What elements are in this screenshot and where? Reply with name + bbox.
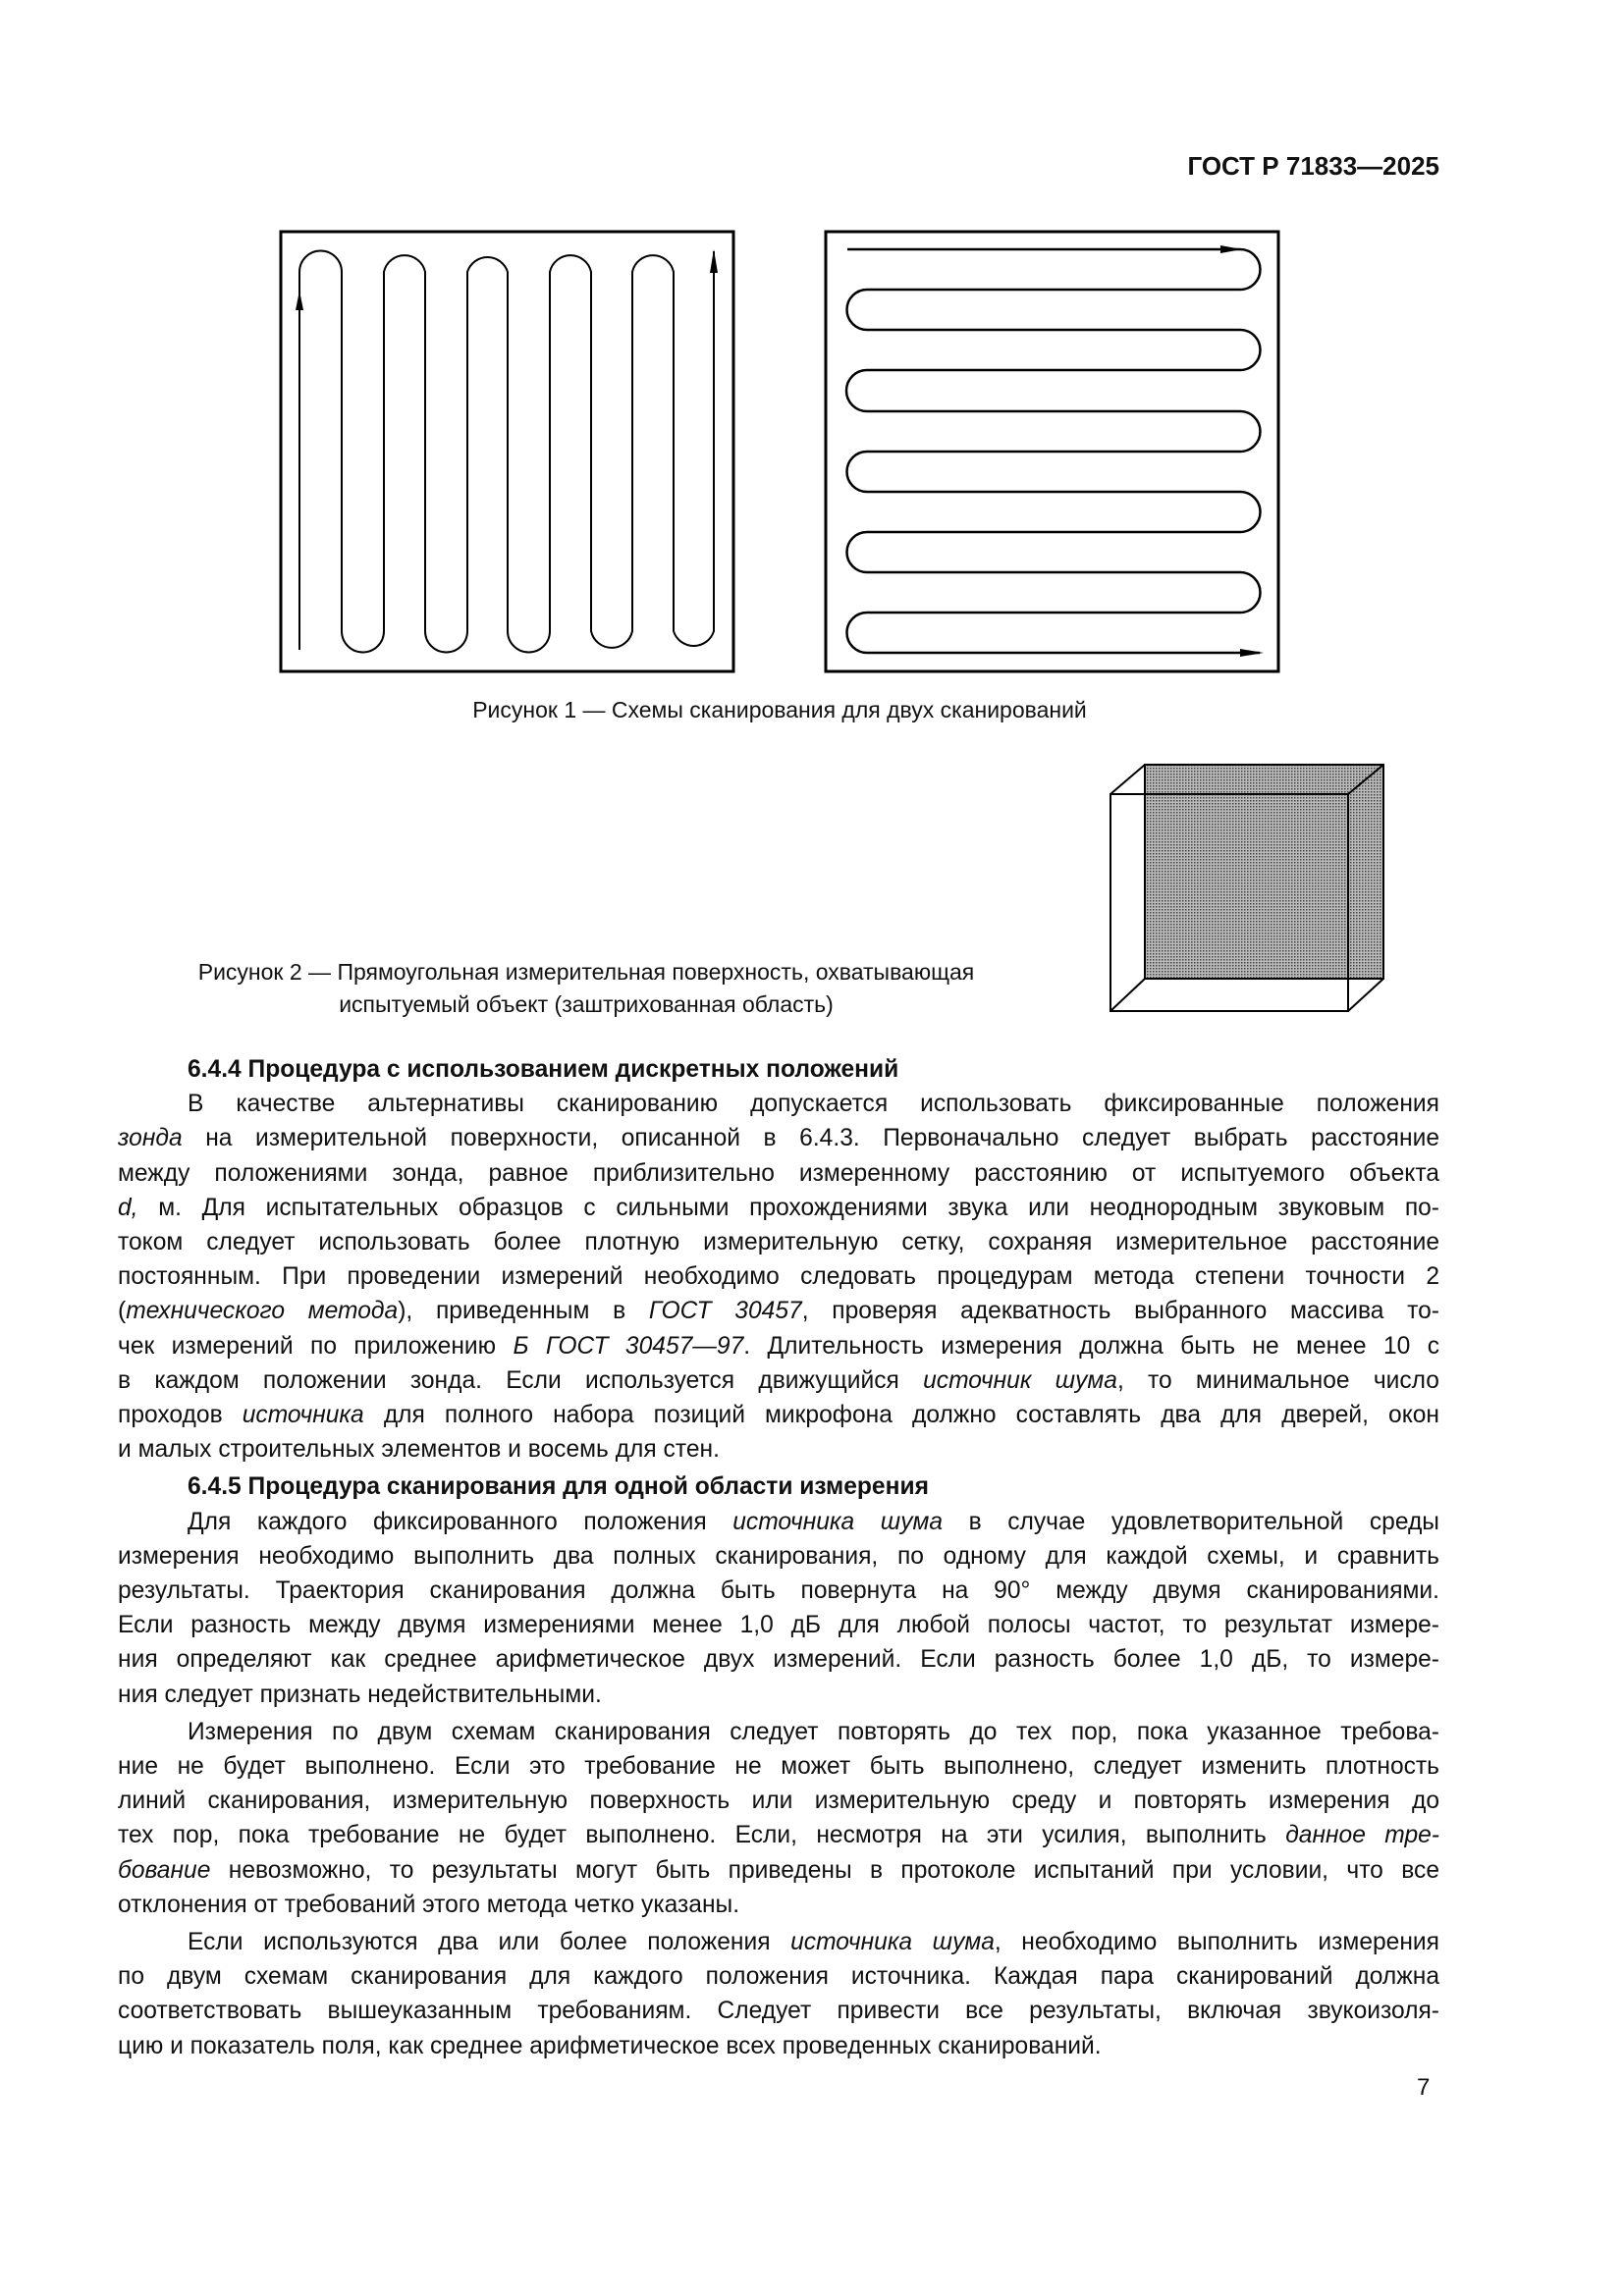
paragraph [118, 1715, 1439, 1922]
paragraph [118, 1505, 1439, 1712]
text-run: , проверяя адекватность выбранного массива то- [801, 1298, 1439, 1325]
text-line [118, 1191, 1439, 1225]
text-run: между положениями зонда, равное приблизительно измеренному расстоянию от испытуемого объекта [118, 1159, 1439, 1187]
text-run: Измерения по двум схемам сканирования следует повторять до тех пор, пока указанное требова- [188, 1718, 1439, 1745]
text-run: чек измерений по приложению [118, 1332, 514, 1360]
arrow-right-icon [1240, 649, 1264, 657]
text-run: по двум схемам сканирования для каждого положения источника. Каждая пара сканирований должна [118, 1963, 1439, 1991]
text-run: отклонения от требований этого метода четко указаны. [118, 1891, 740, 1918]
text-line [118, 1432, 1439, 1467]
text-line [118, 1156, 1439, 1191]
figure-1-caption: Рисунок 1 — Схемы сканирования для двух сканирований [472, 697, 1087, 722]
paragraph [118, 1087, 1439, 1467]
page-number: 7 [1417, 2074, 1431, 2101]
text-run: для полного набора позиций микрофона должно составлять два для дверей, окон [363, 1402, 1439, 1429]
text-run: цию и показатель поля, как среднее арифметическое всех проведенных сканирований. [118, 2032, 1102, 2059]
section-heading: 6.4.4 Процедура с использованием дискретных положений [188, 1056, 899, 1083]
box-edge [1110, 765, 1145, 794]
italic-term: Б ГОСТ 30457—97 [513, 1332, 744, 1360]
text-line [118, 1574, 1439, 1608]
vertical-scan-pattern-figure [281, 232, 733, 671]
text-line [118, 1363, 1439, 1398]
text-line [118, 1121, 1439, 1155]
horizontal-scan-path [846, 249, 1261, 653]
measurement-surface-box-figure [1100, 756, 1394, 1021]
text-line [118, 1784, 1439, 1818]
text-run: тех пор, пока требование не будет выполнено. Если, несмотря на эти усилия, выполнить [118, 1822, 1286, 1849]
text-line [118, 1959, 1439, 1994]
document-code-header: ГОСТ Р 71833—2025 [1187, 151, 1439, 181]
text-line [118, 1539, 1439, 1574]
italic-term: зонда [118, 1125, 183, 1152]
text-run: на измерительной поверхности, описанной в 6.4.3. Первоначально следует выбрать расстояние [182, 1125, 1439, 1152]
text-line [118, 1294, 1439, 1328]
italic-term: технического метода [126, 1298, 399, 1325]
vertical-scan-path [299, 251, 714, 653]
text-run: , то минимальное число [1116, 1366, 1439, 1394]
text-run: Для каждого фиксированного положения [188, 1508, 733, 1535]
text-line [118, 1398, 1439, 1432]
text-run: током следует использовать более плотную измерительную сетку, сохраняя измерительное расстояние [118, 1229, 1439, 1256]
text-line [118, 1994, 1439, 2028]
text-run: постоянным. При проведении измерений необходимо следовать процедурам метода степени точности 2 [118, 1263, 1439, 1291]
text-line [118, 1329, 1439, 1363]
text-run: результаты. Траектория сканирования должна быть повернута на 90° между двумя сканированиями. [118, 1577, 1439, 1605]
box-edge [1110, 979, 1145, 1011]
figure-2-caption-line: Рисунок 2 — Прямоугольная измерительная поверхность, охватывающая [197, 959, 975, 985]
italic-term: d, [118, 1194, 138, 1221]
box-edge [1348, 979, 1383, 1011]
text-run: ние не будет выполнено. Если это требование не может быть выполнено, следует изменить плотность [118, 1753, 1439, 1781]
italic-term: ГОСТ 30457 [648, 1298, 802, 1325]
text-run: соответствовать вышеуказанным требованиям. Следует привести все результаты, включая звукоизоля- [118, 1998, 1439, 2025]
section-heading: 6.4.5 Процедура сканирования для одной области измерения [188, 1473, 929, 1501]
text-line [118, 1678, 1439, 1712]
italic-term: источник шума [923, 1366, 1117, 1394]
text-line [118, 1749, 1439, 1784]
text-line [118, 1087, 1439, 1121]
text-run: ( [118, 1298, 127, 1325]
text-line [118, 1642, 1439, 1677]
text-run: Если используются два или более положения [188, 1929, 791, 1956]
text-run: в случае удовлетворительной среды [943, 1508, 1439, 1535]
arrow-right-icon [1220, 245, 1242, 253]
text-run: ), приведенным в [398, 1298, 649, 1325]
text-run: проходов [118, 1402, 243, 1429]
text-line [118, 1505, 1439, 1539]
italic-term: источника шума [790, 1929, 995, 1956]
arrow-up-icon [710, 249, 718, 273]
figure-2-caption-line: испытуемый объект (заштрихованная область) [339, 991, 834, 1017]
arrow-up-icon [296, 291, 303, 310]
italic-term: источника [242, 1402, 364, 1429]
text-line [118, 1259, 1439, 1294]
italic-term: данное тре- [1285, 1822, 1439, 1849]
text-line [118, 1715, 1439, 1749]
text-run: ния определяют как среднее арифметическое двух измерений. Если разность более 1,0 дБ, то измере- [118, 1646, 1439, 1674]
text-line [118, 1853, 1439, 1888]
text-line [118, 1818, 1439, 1852]
text-line [118, 1225, 1439, 1259]
figure-2-caption [144, 956, 1028, 1021]
italic-term: бование [118, 1856, 211, 1884]
text-line [118, 2029, 1439, 2063]
text-run: , необходимо выполнить измерения [994, 1929, 1439, 1956]
text-run: Если разность между двумя измерениями менее 1,0 дБ для любой полосы частот, то результат измере- [118, 1612, 1439, 1639]
text-run: в каждом положении зонда. Если используется движущийся [118, 1366, 924, 1394]
text-run: В качестве альтернативы сканированию допускается использовать фиксированные положения [188, 1091, 1439, 1118]
text-run: измерения необходимо выполнить два полных сканирования, по одному для каждой схемы, и сравнить [118, 1542, 1439, 1570]
horizontal-scan-pattern-figure [826, 232, 1278, 671]
text-line [118, 1925, 1439, 1959]
text-line [118, 1608, 1439, 1642]
text-run: . Длительность измерения должна быть не менее 10 с [743, 1332, 1439, 1360]
paragraph [118, 1925, 1439, 2063]
text-run: и малых строительных элементов и восемь для стен. [118, 1436, 720, 1464]
text-run: линий сканирования, измерительную поверхность или измерительную среду и повторять измерения до [118, 1788, 1439, 1815]
text-run: невозможно, то результаты могут быть приведены в протоколе испытаний при условии, что все [210, 1856, 1439, 1884]
text-line [118, 1888, 1439, 1922]
text-run: ния следует признать недействительными. [118, 1681, 602, 1708]
text-run: м. Для испытательных образцов с сильными прохождениями звука или неоднородным звуковым по- [137, 1194, 1439, 1221]
italic-term: источника шума [732, 1508, 944, 1535]
document-body [118, 1052, 1439, 2066]
